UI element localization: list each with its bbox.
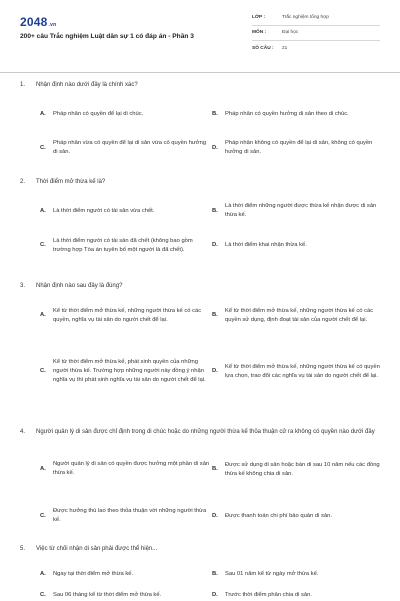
option-c[interactable] xyxy=(40,349,210,394)
question-number: 2. xyxy=(20,179,26,185)
option-letter: B. xyxy=(212,312,218,319)
option-text: Kể từ thời điểm mở thừa kế, những người thừa kế có các quyền, nghĩa vụ tài sản do người chết để lại. xyxy=(53,307,202,323)
option-text: Được hưởng thù lao theo thỏa thuận với những người thừa kế. xyxy=(53,508,207,523)
question-stem xyxy=(20,282,380,291)
question-text: Thời điểm mở thừa kế là? xyxy=(36,179,106,185)
option-a[interactable] xyxy=(40,460,210,478)
question-text: Nhận định nào dưới đây là chính xác? xyxy=(36,82,138,88)
option-d[interactable] xyxy=(212,358,380,385)
question-5 xyxy=(20,545,380,598)
meta-label: LỚP : xyxy=(252,14,266,20)
meta-row-subject xyxy=(252,26,380,42)
meta-label: SỐ CÂU : xyxy=(252,45,274,51)
option-text: Pháp nhân có quyền hưởng di sản theo di chúc. xyxy=(225,110,349,117)
option-a[interactable] xyxy=(40,302,210,329)
option-letter: C. xyxy=(40,591,46,598)
option-d[interactable] xyxy=(212,139,380,157)
option-letter: A. xyxy=(40,207,46,214)
document-title: 200+ câu Trắc nghiệm Luật dân sự 1 có đáp án - Phần 3 xyxy=(20,33,194,40)
header xyxy=(0,0,400,73)
option-text: Được thanh toán chi phí bảo quản di sản. xyxy=(225,512,332,519)
meta-row-count xyxy=(252,41,380,56)
option-a[interactable] xyxy=(40,202,210,220)
option-b[interactable] xyxy=(212,202,380,220)
question-stem xyxy=(20,178,380,187)
meta-value: Đại học xyxy=(282,30,299,36)
option-text: Kể từ thời điểm mở thừa kế, những người thừa kế có các quyền sử dụng, định đoạt tài sản của người chết để lại. xyxy=(225,307,374,323)
option-text: Kể từ thời điểm mở thừa kế, những người thừa kế có quyền lựa chọn, trao đổi các nghĩa vụ tài sản do người chết để lại. xyxy=(225,363,380,379)
option-b[interactable] xyxy=(212,105,380,123)
option-letter: C. xyxy=(40,242,46,249)
option-text: Pháp nhân có quyền để lại di chúc. xyxy=(53,110,144,117)
option-b[interactable] xyxy=(212,568,380,580)
option-text: Người quản lý di sản có quyền được hưởng một phần di sản thừa kế. xyxy=(53,461,210,476)
option-letter: B. xyxy=(212,207,218,214)
option-d[interactable] xyxy=(212,236,380,254)
option-c[interactable] xyxy=(40,139,210,157)
logo-text: 2048 xyxy=(20,15,48,29)
question-1 xyxy=(20,81,380,155)
question-3 xyxy=(20,282,380,383)
question-text: Nhận định nào sau đây là đúng? xyxy=(36,283,123,289)
option-text: Trước thời điểm phân chia di sản. xyxy=(225,591,312,598)
question-text: Người quản lý di sản được chỉ định trong di chúc hoặc do những người thừa kế thỏa thuận cử ra không có quyền nào dưới đây xyxy=(36,429,375,435)
question-4 xyxy=(20,428,380,523)
option-letter: A. xyxy=(40,465,46,472)
option-text: Ngay tại thời điểm mở thừa kế. xyxy=(53,570,134,577)
option-letter: B. xyxy=(212,466,218,473)
option-letter: D. xyxy=(212,368,218,375)
option-letter: D. xyxy=(212,241,218,248)
option-text: Là thời điểm người có tài sản đã chết (không bao gồm trường hợp Tòa án tuyên bố một người là đã chết). xyxy=(53,237,193,253)
meta-value: Trắc nghiệm tổng hợp xyxy=(282,14,329,20)
option-a[interactable] xyxy=(40,105,210,123)
question-2 xyxy=(20,178,380,253)
option-letter: A. xyxy=(40,312,46,319)
option-letter: C. xyxy=(40,144,46,151)
option-text: Pháp nhân không có quyền để lại di sản, không có quyền hưởng di sản. xyxy=(225,140,373,155)
option-c[interactable] xyxy=(40,507,210,525)
question-number: 4. xyxy=(20,429,26,435)
question-number: 5. xyxy=(20,546,26,552)
option-c[interactable] xyxy=(40,232,210,259)
meta-table xyxy=(252,10,380,56)
option-text: Kể từ thời điểm mở thừa kế, phát sinh quyền của những người thừa kế. Trường hợp những người này đồng ý nhận nghĩa vụ thì phát sinh nghĩa vụ tài sản do người chết để lại. xyxy=(53,359,206,383)
option-text: Là thời điểm khai nhận thừa kế. xyxy=(225,241,307,248)
option-text: Là thời điểm người có tài sản vừa chết. xyxy=(53,207,155,214)
option-d[interactable] xyxy=(212,589,380,601)
site-logo[interactable] xyxy=(20,15,56,29)
question-stem xyxy=(20,428,380,437)
option-text: Sau 06 tháng kể từ thời điểm mở thừa kế. xyxy=(53,591,162,598)
option-text: Là thời điểm những người được thừa kế nhận được di sản thừa kế. xyxy=(225,203,377,218)
question-stem xyxy=(20,545,380,554)
option-a[interactable] xyxy=(40,568,210,580)
option-d[interactable] xyxy=(212,510,380,522)
meta-row-class xyxy=(252,10,380,26)
question-number: 1. xyxy=(20,82,26,88)
option-text: Sau 01 năm kể từ ngày mở thừa kế. xyxy=(225,570,319,577)
question-text: Việc từ chối nhận di sản phải được thể hiện... xyxy=(36,546,158,552)
meta-label: MÔN : xyxy=(252,30,267,36)
option-c[interactable] xyxy=(40,589,210,601)
option-letter: C. xyxy=(40,512,46,519)
option-text: Được sử dụng di sản hoặc bán di sau 10 năm nếu các đồng thừa kế không chia di sản. xyxy=(225,461,380,477)
option-b[interactable] xyxy=(212,456,380,483)
option-letter: D. xyxy=(212,591,218,598)
meta-value: 21 xyxy=(282,45,288,51)
option-letter: A. xyxy=(40,570,46,577)
question-number: 3. xyxy=(20,283,26,289)
option-letter: B. xyxy=(212,570,218,577)
option-letter: A. xyxy=(40,110,46,117)
logo-tld: .vn xyxy=(48,22,57,28)
question-stem xyxy=(20,81,380,90)
option-letter: B. xyxy=(212,110,218,117)
option-text: Pháp nhân vừa có quyền để lại di sản vừa có quyền hưởng di sản. xyxy=(53,140,207,155)
option-letter: D. xyxy=(212,512,218,519)
option-letter: D. xyxy=(212,144,218,151)
option-letter: C. xyxy=(40,368,46,375)
option-b[interactable] xyxy=(212,302,380,329)
